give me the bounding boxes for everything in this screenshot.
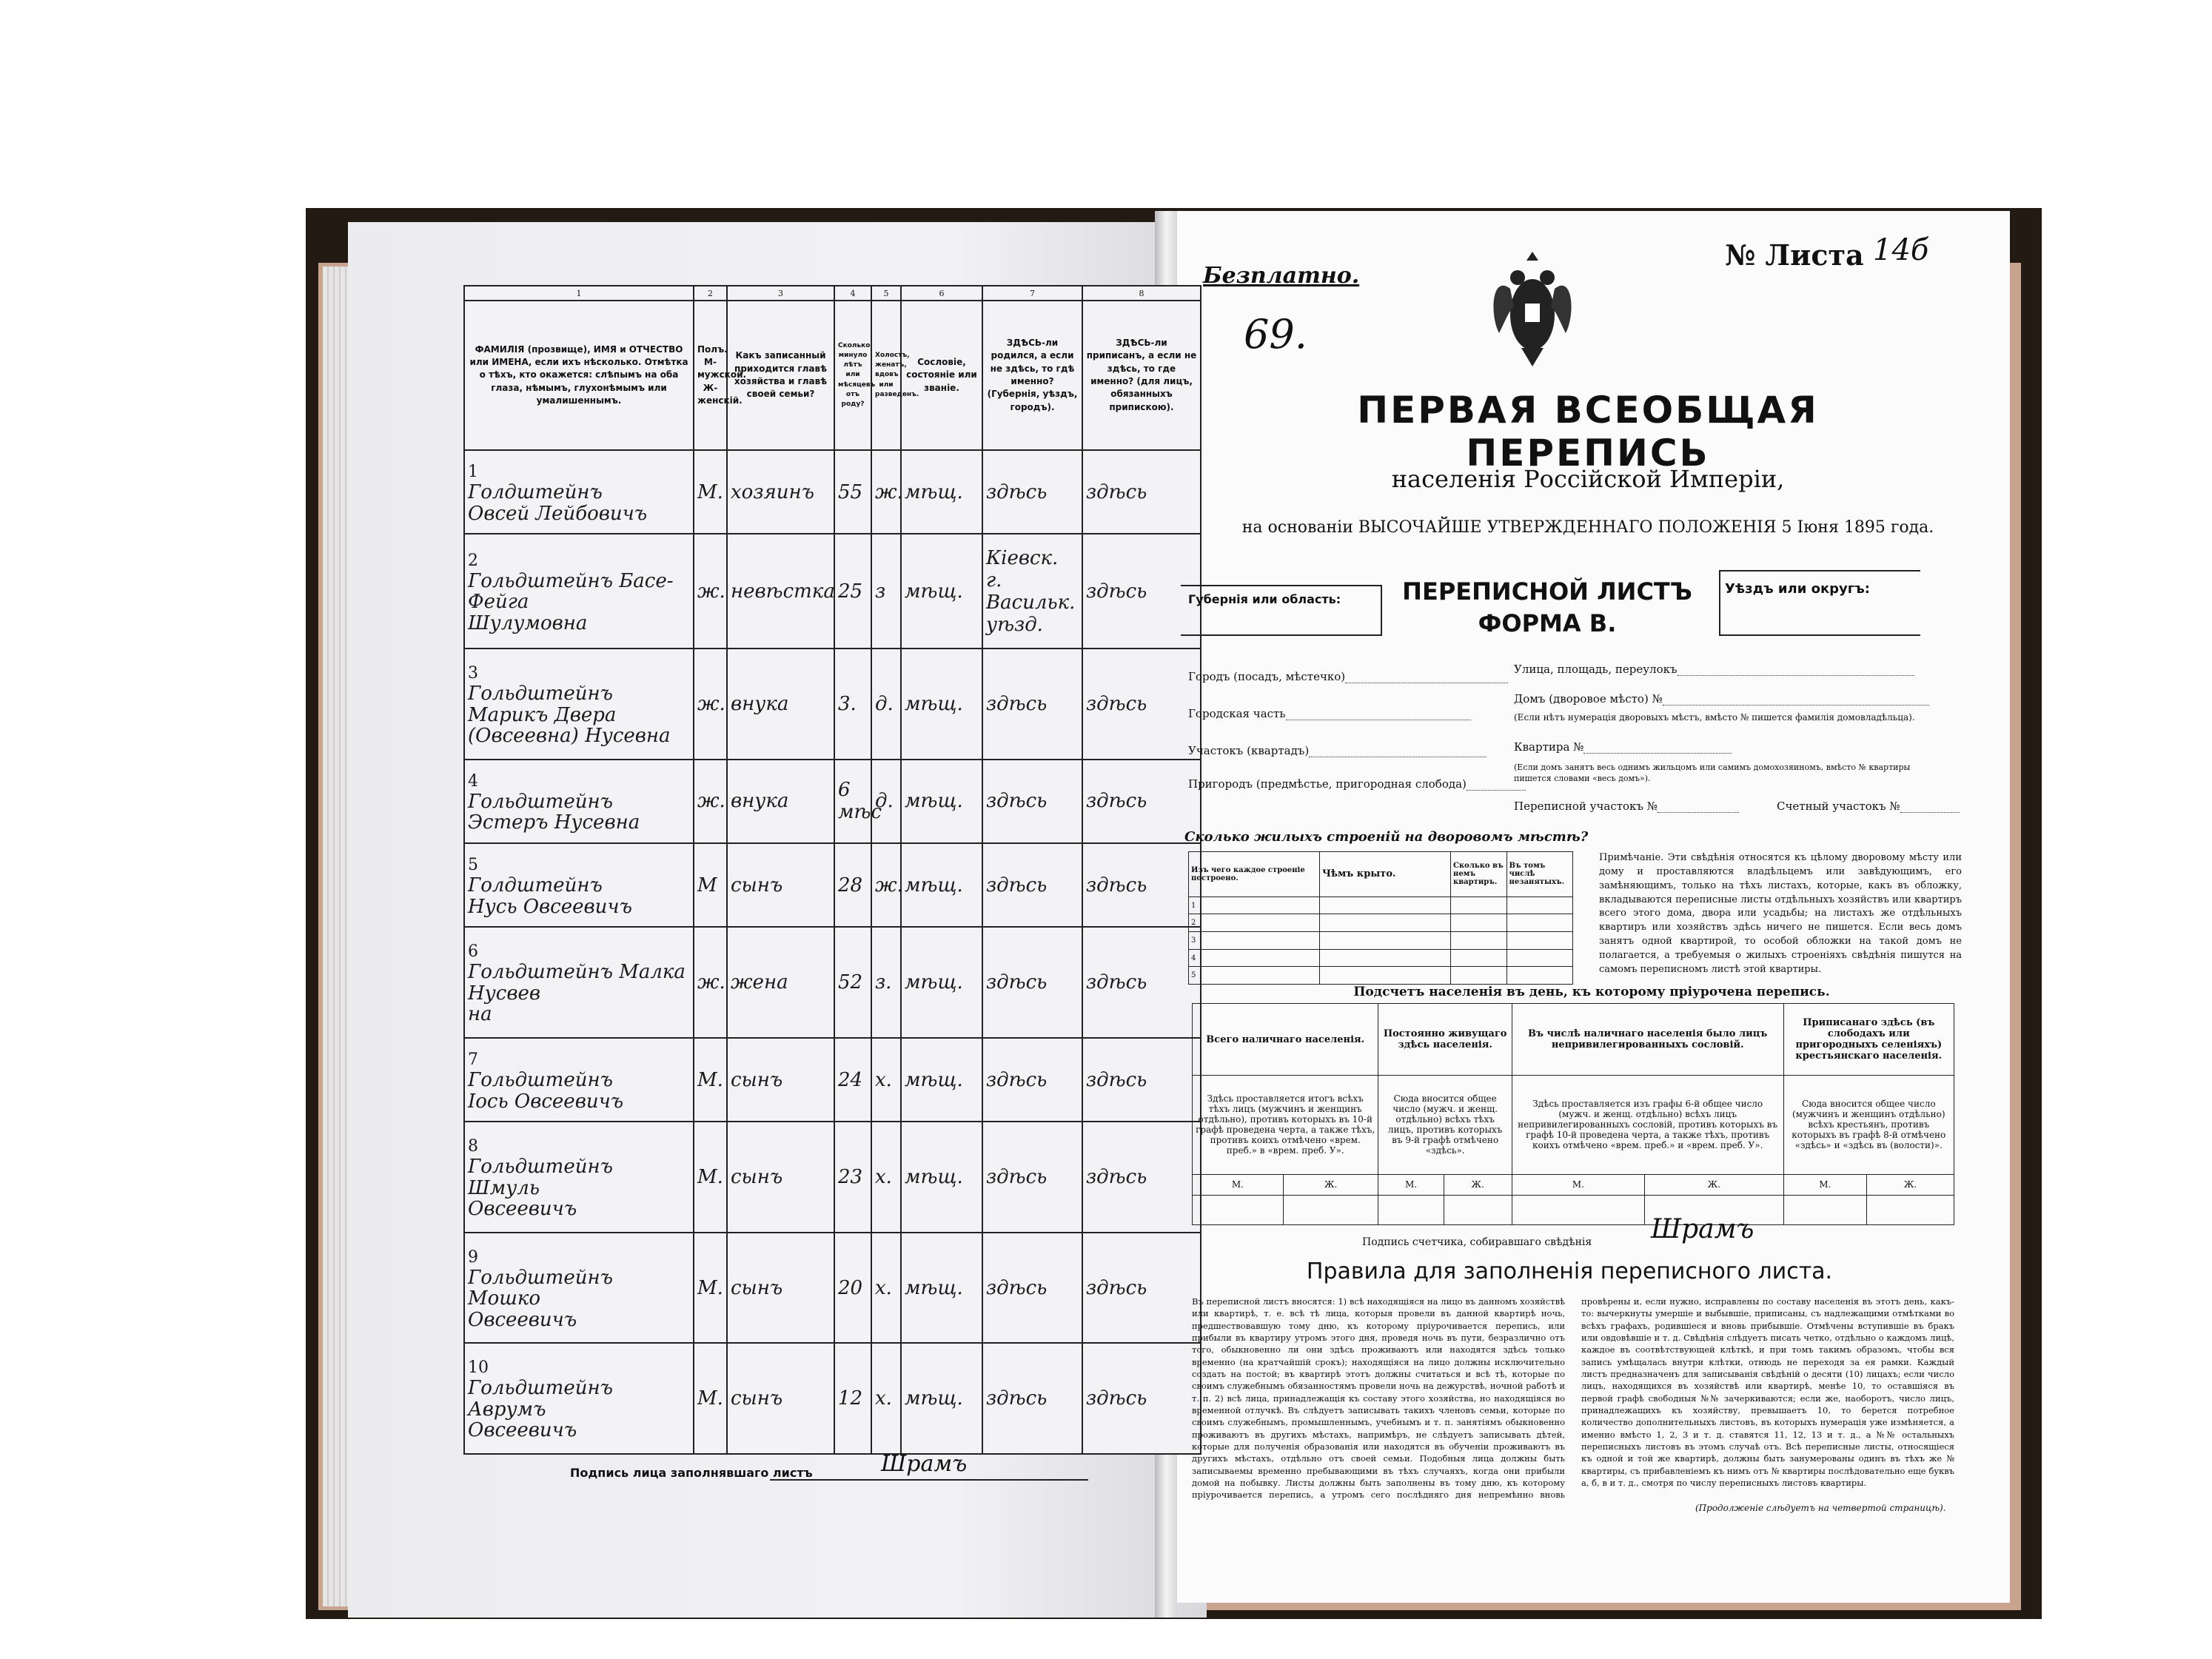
header-name: ФАМИЛІЯ (прозвище), ИМЯ и ОТЧЕСТВО или ИМЕНА, если ихъ нѣсколько. Отмѣтка о тѣхъ, кто окажется: слѣпымъ на оба глаза, нѣмымъ, глухонѣмымъ или умалишеннымъ. <box>464 301 694 450</box>
buildings-cell <box>1320 967 1451 985</box>
cell-age: 3. <box>834 648 871 760</box>
buildings-cell <box>1506 967 1573 985</box>
rules-title: Правила для заполненія переписного листа. <box>1306 1259 1833 1284</box>
field-label: Квартира № <box>1514 740 1584 754</box>
buildings-row <box>1189 967 1573 985</box>
buildings-cell <box>1506 914 1573 932</box>
cell-name <box>464 1122 694 1233</box>
field-city <box>1188 670 1508 683</box>
cell-registered: здѣсь <box>1082 760 1201 843</box>
cell-registered: здѣсь <box>1082 534 1201 648</box>
cell-age: 23 <box>834 1122 871 1233</box>
uezd-box <box>1719 570 1920 636</box>
form-title <box>1392 576 1703 640</box>
cell-born: здѣсь <box>982 927 1082 1038</box>
cell-name <box>464 534 694 648</box>
population-cell <box>1193 1196 1284 1225</box>
buildings-header: Чѣмъ крыто. <box>1320 852 1451 897</box>
cell-born: здѣсь <box>982 843 1082 927</box>
cell-born: Кіевск. г. Васильк. уѣзд. <box>982 534 1082 648</box>
field-dots <box>1900 812 1960 813</box>
female-label: Ж. <box>1283 1174 1378 1195</box>
male-label: М. <box>1378 1174 1444 1195</box>
column-number-row <box>464 286 1201 301</box>
buildings-cell <box>1451 967 1507 985</box>
buildings-cell <box>1320 896 1451 914</box>
gubernia-label: Губернія или область: <box>1188 592 1341 606</box>
given-name: Овсеевичъ <box>468 1419 577 1442</box>
surname: Гольдштейнъ <box>468 1068 613 1091</box>
cell-registered: здѣсь <box>1082 1233 1201 1344</box>
buildings-header: Изъ чего каждое строеніе построено. <box>1189 852 1320 897</box>
field-suburb <box>1188 777 1526 791</box>
buildings-cell <box>1506 896 1573 914</box>
table-row <box>464 760 1201 843</box>
population-count-title: Подсчетъ населенія въ день, къ которому пріурочена перепись. <box>1353 985 1830 999</box>
population-header: Всего наличнаго населенія. <box>1193 1004 1378 1076</box>
cell-born: здѣсь <box>982 1233 1082 1344</box>
signature-line <box>770 1479 1088 1481</box>
cell-estate: мѣщ. <box>901 1122 982 1233</box>
buildings-cell <box>1320 949 1451 967</box>
table-row <box>464 450 1201 534</box>
field-dots <box>1658 812 1739 813</box>
buildings-row-number: 4 <box>1189 949 1320 967</box>
cell-estate: мѣщ. <box>901 450 982 534</box>
cell-age: 52 <box>834 927 871 1038</box>
cell-registered: здѣсь <box>1082 1122 1201 1233</box>
rules-text: Въ переписной листъ вносятся: 1) всѣ находящіяся на лицо въ данномъ хозяйствѣ или квартирѣ, т. е. всѣ тѣ лица, которыя провели въ данной квартирѣ ночь, предшествовавшую тому дню, къ которому пріурочивается перепись, или прибыли въ квартиру утромъ этого дня, проведя ночь въ пути, безразлично отъ того, обыкновенно ли они здѣсь проживаютъ или находятся здѣсь только временно (на кратчайшій срокъ); находящіяся на лицо должны исключительно создать на постой; въ квартирѣ этотъ должны считаться и всѣ тѣ, которые по своимъ служебнымъ обязанностямъ провели ночь на дежурствѣ, ночной работѣ и т. п. 2) всѣ лица, принадлежащія къ составу этого хозяйства, но находящіяся во временной отлучкѣ. Въ слѣдуетъ записывать такихъ членовъ семьи, которые по своимъ служебнымъ, промышленнымъ, учебнымъ и т. п. занятіямъ обыкновенно проживаютъ въ другихъ мѣстахъ, напримѣръ, не слѣдуетъ записывать дѣтей, которые для полученія образованія или находятся въ обученіи проживаютъ въ другихъ мѣстахъ, отдѣльно отъ своей семьи. Подобныя лица должны быть записываемы временно пребывающими въ тѣхъ случаяхъ, когда они прибыли домой на побывку. Листы должны быть заполнены въ тому дню, къ которому пріурочивается перепись, а утромъ сего послѣдняго дня непремѣнно вновь провѣрены и, если нужно, исправлены по составу населенія въ этотъ день, какъ-то: вычеркнуты умершіе и выбывшіе, приписаны, съ надлежащими отмѣтками во всѣхъ графахъ, родившіеся и вновь прибывшіе. Отмѣчены вступившіе въ бракъ или овдовѣвшіе и т. д. Свѣдѣнія слѣдуетъ писать четко, отдѣльно о каждомъ лицѣ, каждое въ соотвѣтствующей клѣткѣ, и при томъ такимъ образомъ, чтобы вся запись умѣщалась внутри клѣтки, отнюдь не переходя за ея рамки. Каждый листъ предназначенъ для записыванія свѣдѣній о десяти (10) лицахъ; если число лицъ, находящихся въ хозяйствѣ или квартирѣ, менѣе 10, то оставшіяся въ первой графѣ свободныя №№ зачеркиваются; если же, наоборотъ, число лицъ, принадлежащихъ къ хозяйству, превышаетъ 10, то берется потребное количество дополнительныхъ листовъ, въ которыхъ нумерація уже измѣняется, а именно вмѣсто 1, 2, 3 и т. д. ставятся 11, 12, 13 и т. д., а №№ остальныхъ переписныхъ листовъ въ этомъ случаѣ отъ. Всѣ переписные листы, относящіеся къ одной и той же квартирѣ, должны быть занумерованы одинъ въ тѣхъ же № квартиры, съ прибавленіемъ къ нимъ отъ № квартиры послѣдовательно еще буквъ а, б, в и т. д., смотря по числу переписныхъ листовъ квартиры. <box>1192 1296 1954 1501</box>
cell-relation: внука <box>727 648 834 760</box>
cell-estate: мѣщ. <box>901 927 982 1038</box>
cell-name <box>464 1343 694 1454</box>
cell-estate: мѣщ. <box>901 648 982 760</box>
cell-marital: х. <box>871 1122 901 1233</box>
field-dots <box>1467 790 1526 791</box>
population-instruction: Здѣсь проставляется итогъ всѣхъ тѣхъ лицъ (мужчинъ и женщинъ отдѣльно), противъ которыхъ въ 10-й графѣ проведена черта, а также тѣхъ, противъ коихъ отмѣчено «врем. преб.» в «врем. преб. У». <box>1193 1076 1378 1174</box>
field-count-district <box>1777 800 1960 813</box>
buildings-row <box>1189 914 1573 932</box>
buildings-cell <box>1320 932 1451 950</box>
buildings-cell <box>1451 932 1507 950</box>
cell-sex: М <box>694 843 727 927</box>
field-label: Участокъ (квартадъ) <box>1188 744 1310 757</box>
census-table <box>463 285 1201 1455</box>
field-dots <box>1583 753 1732 754</box>
field-dots <box>1663 705 1929 706</box>
population-header-row <box>1193 1004 1954 1076</box>
row-number: 1 <box>468 463 478 482</box>
buildings-cell <box>1320 914 1451 932</box>
given-name: Овсеевичъ <box>468 1198 577 1221</box>
buildings-row <box>1189 932 1573 950</box>
cell-sex: М. <box>694 1343 727 1454</box>
buildings-header-row <box>1189 852 1573 897</box>
cell-relation: сынъ <box>727 1122 834 1233</box>
cell-born: здѣсь <box>982 1122 1082 1233</box>
population-value-row <box>1193 1196 1954 1225</box>
cell-marital: х. <box>871 1038 901 1122</box>
buildings-note: Примѣчаніе. Эти свѣдѣнія относятся къ цѣлому дворовому мѣсту или дому и проставляются владѣльцемъ или завѣдующимъ, его замѣняющимъ, только на тѣхъ листахъ, которые, какъ въ обложку, вкладываются переписные листы отдѣльныхъ хозяйствъ или квартиръ всего этого дома, двора или усадьбы; на листахъ же отдѣльныхъ квартиръ или хозяйствъ здѣсь ничего не пишется. Если весь домъ занятъ одной квартирой, то особой обложки на такой домъ не полагается, а требуемыя о жилыхъ строеніяхъ свѣдѣнія пишутся на самомъ переписномъ листѣ этой квартиры. <box>1599 852 1962 975</box>
surname: Голдштейнъ <box>468 874 603 897</box>
continued-note: (Продолженіе слѣдуетъ на четвертой страницѣ). <box>1695 1503 1946 1513</box>
field-city-part <box>1188 707 1471 720</box>
buildings-header: Въ томъ числѣ незанятыхъ. <box>1506 852 1573 897</box>
cell-relation: сынъ <box>727 843 834 927</box>
header-born: ЗДѢСЬ-ли родился, а если не здѣсь, то гдѣ именно? (Губернія, уѣздъ, городъ). <box>982 301 1082 450</box>
cell-relation: хозяинъ <box>727 450 834 534</box>
cell-estate: мѣщ. <box>901 760 982 843</box>
column-number: 2 <box>694 286 727 301</box>
row-number: 2 <box>468 551 478 570</box>
list-number-value: 14б <box>1873 233 1929 267</box>
given-name: Нусь Овсеевичъ <box>468 895 632 918</box>
cell-sex: ж. <box>694 648 727 760</box>
table-row <box>464 1122 1201 1233</box>
population-cell <box>1444 1196 1512 1225</box>
handwritten-number: 69. <box>1244 311 1307 358</box>
table-row <box>464 534 1201 648</box>
list-number-label: № Листа <box>1725 238 1864 272</box>
field-label: Счетный участокъ № <box>1777 800 1900 813</box>
field-census-district <box>1514 800 1739 813</box>
cell-age: 28 <box>834 843 871 927</box>
given-name: Овсеевичъ <box>468 1308 577 1331</box>
cell-name <box>464 450 694 534</box>
field-label: Городъ (посадъ, мѣстечко) <box>1188 670 1346 683</box>
population-cell <box>1283 1196 1378 1225</box>
male-label: М. <box>1783 1174 1867 1195</box>
cell-name <box>464 927 694 1038</box>
given-name: (Овсеевна) Нусевна <box>468 725 671 748</box>
cell-sex: ж. <box>694 927 727 1038</box>
cell-name <box>464 1233 694 1344</box>
column-number: 7 <box>982 286 1082 301</box>
cell-registered: здѣсь <box>1082 450 1201 534</box>
cell-estate: мѣщ. <box>901 534 982 648</box>
free-label: Безплатно. <box>1203 263 1360 289</box>
buildings-row <box>1189 949 1573 967</box>
cell-name <box>464 1038 694 1122</box>
cell-sex: ж. <box>694 534 727 648</box>
field-label: Домъ (дворовое мѣсто) № <box>1514 692 1663 706</box>
population-cell <box>1378 1196 1444 1225</box>
cell-relation: сынъ <box>727 1038 834 1122</box>
row-number: 7 <box>468 1050 478 1069</box>
census-title: ПЕРВАЯ ВСЕОБЩАЯ ПЕРЕПИСЬ <box>1357 389 1819 475</box>
population-cell <box>1512 1196 1644 1225</box>
cell-sex: М. <box>694 1233 727 1344</box>
cell-born: здѣсь <box>982 450 1082 534</box>
form-title-line: ПЕРЕПИСНОЙ ЛИСТЪ <box>1402 577 1692 606</box>
cell-marital: д. <box>871 760 901 843</box>
form-type: ФОРМА В. <box>1478 609 1617 638</box>
cell-registered: здѣсь <box>1082 1343 1201 1454</box>
table-row <box>464 648 1201 760</box>
cell-age: 24 <box>834 1038 871 1122</box>
given-name: Шулумовна <box>468 612 588 635</box>
buildings-row-number: 2 <box>1189 914 1320 932</box>
field-dots <box>1678 675 1914 676</box>
cell-age: 55 <box>834 450 871 534</box>
uezd-label: Уѣздъ или округъ: <box>1725 581 1870 597</box>
surname: Гольдштейнъ Басе-Фейга <box>468 569 674 614</box>
female-label: Ж. <box>1444 1174 1512 1195</box>
cell-marital: ж. <box>871 450 901 534</box>
cell-born: здѣсь <box>982 648 1082 760</box>
census-legal-basis: на основаніи ВЫСОЧАЙШЕ УТВЕРЖДЕННАГО ПОЛОЖЕНІЯ 5 Іюня 1895 года. <box>1241 518 1934 537</box>
cell-marital: д. <box>871 648 901 760</box>
row-number: 9 <box>468 1247 478 1267</box>
cell-relation: сынъ <box>727 1343 834 1454</box>
surname: Гольдштейнъ <box>468 790 613 813</box>
cell-relation: невѣстка <box>727 534 834 648</box>
header-marital: Холостъ, женатъ, вдовъ или разведенъ. <box>871 301 901 450</box>
table-row <box>464 1233 1201 1344</box>
row-number: 8 <box>468 1137 478 1156</box>
field-label: Пригородъ (предмѣстье, пригородная слобода) <box>1188 777 1467 791</box>
population-header: Приписанаго здѣсь (въ слободахъ или пригородныхъ селеніяхъ) крестьянскаго населенія. <box>1783 1004 1954 1076</box>
population-cell <box>1783 1196 1867 1225</box>
female-label: Ж. <box>1867 1174 1954 1195</box>
header-row <box>464 301 1201 450</box>
table-row <box>464 843 1201 927</box>
population-instruction: Сюда вносится общее число (мужчинъ и женщинъ отдѣльно) всѣхъ крестьянъ, противъ которыхъ въ графѣ 8-й отмѣчено «здѣсь» и «здѣсь въ (волости)». <box>1783 1076 1954 1174</box>
field-house <box>1514 692 1929 706</box>
cell-relation: внука <box>727 760 834 843</box>
population-cell <box>1867 1196 1954 1225</box>
header-sex: Полъ. М-мужской. Ж-женскій. <box>694 301 727 450</box>
field-district <box>1188 744 1487 757</box>
column-number: 4 <box>834 286 871 301</box>
male-label: М. <box>1512 1174 1644 1195</box>
cell-estate: мѣщ. <box>901 1038 982 1122</box>
header-age: Сколько минуло лѣтъ или мѣсяцевъ отъ роду? <box>834 301 871 450</box>
surname: Гольдштейнъ Шмуль <box>468 1156 613 1199</box>
buildings-cell <box>1506 932 1573 950</box>
table-row <box>464 927 1201 1038</box>
cell-name <box>464 760 694 843</box>
column-number: 1 <box>464 286 694 301</box>
buildings-row-number: 1 <box>1189 896 1320 914</box>
signature-label: Подпись лица заполнявшаго листъ <box>570 1466 813 1480</box>
cell-born: здѣсь <box>982 1343 1082 1454</box>
male-label: М. <box>1193 1174 1284 1195</box>
cell-sex: М. <box>694 450 727 534</box>
surname: Гольдштейнъ Аврумъ <box>468 1377 613 1421</box>
given-name: Іось Овсеевичъ <box>468 1090 624 1113</box>
buildings-cell <box>1506 949 1573 967</box>
cell-sex: М. <box>694 1122 727 1233</box>
field-label: Городская часть <box>1188 707 1286 720</box>
table-row <box>464 1038 1201 1122</box>
column-number: 5 <box>871 286 901 301</box>
field-label: Улица, площадь, переулокъ <box>1514 663 1678 676</box>
cell-relation: сынъ <box>727 1233 834 1344</box>
cell-registered: здѣсь <box>1082 648 1201 760</box>
population-text-row <box>1193 1076 1954 1174</box>
row-number: 4 <box>468 771 478 791</box>
cell-registered: здѣсь <box>1082 927 1201 1038</box>
population-instruction: Здѣсь проставляется изъ графы 6-й общее число (мужч. и женщ. отдѣльно) всѣхъ лицъ непривилегированныхъ сословій, противъ которыхъ въ графѣ 10-й проведена черта, а также тѣхъ, противъ коихъ отмѣчено «врем. преб.» и «врем. преб. У». <box>1512 1076 1783 1174</box>
cell-estate: мѣщ. <box>901 843 982 927</box>
cell-sex: ж. <box>694 760 727 843</box>
surname: Гольдштейнъ Мошко <box>468 1266 613 1310</box>
header-registered: ЗДѢСЬ-ли приписанъ, а если не здѣсь, то где именно? (для лицъ, обязанныхъ припискою). <box>1082 301 1201 450</box>
row-number: 6 <box>468 942 478 962</box>
given-name: Овсей Лейбовичъ <box>468 502 648 525</box>
row-number: 10 <box>468 1358 489 1378</box>
given-name: Эстеръ Нусевна <box>468 811 640 834</box>
buildings-cell <box>1451 914 1507 932</box>
cell-registered: здѣсь <box>1082 1038 1201 1122</box>
cell-born: здѣсь <box>982 760 1082 843</box>
cell-marital: з. <box>871 927 901 1038</box>
row-number: 3 <box>468 664 478 683</box>
field-apartment <box>1514 740 1732 754</box>
cell-marital: з <box>871 534 901 648</box>
field-street <box>1514 663 1914 676</box>
double-headed-eagle-icon <box>1488 244 1577 370</box>
population-instruction: Сюда вносится общее число (мужч. и женщ. отдѣльно) всѣхъ тѣхъ лицъ, противъ которыхъ въ 9-й графѣ отмѣчено «здѣсь». <box>1378 1076 1512 1174</box>
cell-age: 25 <box>834 534 871 648</box>
population-count-table <box>1192 1003 1954 1225</box>
cell-sex: М. <box>694 1038 727 1122</box>
population-sex-row <box>1193 1174 1954 1195</box>
buildings-header: Сколько въ немъ квартиръ. <box>1451 852 1507 897</box>
cell-relation: жена <box>727 927 834 1038</box>
column-number: 6 <box>901 286 982 301</box>
field-house-note: (Если нѣтъ нумерація дворовыхъ мѣстъ, вмѣсто № пишется фамилія домовладѣльца). <box>1514 712 1915 723</box>
population-header: Въ числѣ наличнаго населенія было лицъ непривилегированныхъ сословій. <box>1512 1004 1783 1076</box>
enumerator-signature: Шрамъ <box>1651 1214 1754 1244</box>
column-number: 3 <box>727 286 834 301</box>
surname: Гольдштейнъ Марикъ Двера <box>468 683 617 726</box>
cell-age: 6 мѣс <box>834 760 871 843</box>
buildings-row <box>1189 896 1573 914</box>
cell-age: 12 <box>834 1343 871 1454</box>
cell-name <box>464 648 694 760</box>
given-name: на <box>468 1003 492 1026</box>
cell-age: 20 <box>834 1233 871 1344</box>
header-relation: Какъ записанный приходится главѣ хозяйства и главѣ своей семьи? <box>727 301 834 450</box>
census-subtitle: населенія Россійской Имперіи, <box>1391 465 1785 493</box>
buildings-question: Сколько жилыхъ строеній на дворовомъ мѣстѣ? <box>1184 829 1589 845</box>
cell-registered: здѣсь <box>1082 843 1201 927</box>
cell-born: здѣсь <box>982 1038 1082 1122</box>
signature-handwritten: Шрамъ <box>881 1451 968 1477</box>
buildings-table <box>1188 851 1573 985</box>
header-estate: Сословіе, состояніе или званіе. <box>901 301 982 450</box>
cell-estate: мѣщ. <box>901 1343 982 1454</box>
cell-marital: х. <box>871 1233 901 1344</box>
field-apartment-note: (Если домъ занятъ весь однимъ жильцомъ или самимъ домохозяиномъ, вмѣсто № квартиры пишется словами «весь домъ»). <box>1514 763 1911 783</box>
cell-marital: х. <box>871 1343 901 1454</box>
cell-estate: мѣщ. <box>901 1233 982 1344</box>
buildings-row-number: 3 <box>1189 932 1320 950</box>
female-label: Ж. <box>1644 1174 1783 1195</box>
cell-marital: ж. <box>871 843 901 927</box>
cell-name <box>464 843 694 927</box>
field-label: Переписной участокъ № <box>1514 800 1658 813</box>
enumerator-signature-label: Подпись счетчика, собиравшаго свѣдѣнія <box>1362 1236 1592 1248</box>
population-header: Постоянно живущаго здѣсь населенія. <box>1378 1004 1512 1076</box>
row-number: 5 <box>468 856 478 875</box>
buildings-cell <box>1451 949 1507 967</box>
table-row <box>464 1343 1201 1454</box>
buildings-cell <box>1451 896 1507 914</box>
buildings-row-number: 5 <box>1189 967 1320 985</box>
surname: Голдштейнъ <box>468 481 603 504</box>
surname: Гольдштейнъ Малка Нусвев <box>468 961 686 1005</box>
column-number: 8 <box>1082 286 1201 301</box>
